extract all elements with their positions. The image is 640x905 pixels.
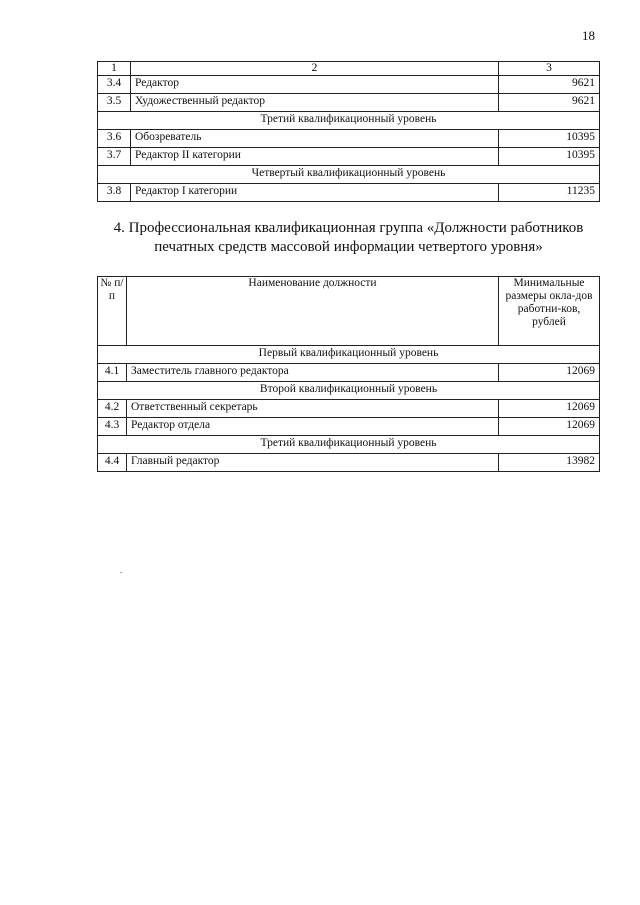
min-salary: 10395 (499, 130, 600, 148)
position-name: Редактор отдела (127, 418, 499, 436)
position-name: Ответственный секретарь (127, 400, 499, 418)
min-salary: 13982 (499, 454, 600, 472)
row-number: 3.4 (98, 76, 131, 94)
qualification-level-label: Второй квалификационный уровень (98, 382, 600, 400)
column-number-1: 1 (98, 62, 131, 76)
column-number-2: 2 (131, 62, 499, 76)
row-number: 4.4 (98, 454, 127, 472)
row-number: 4.2 (98, 400, 127, 418)
row-number: 3.6 (98, 130, 131, 148)
qualification-level-label: Первый квалификационный уровень (98, 346, 600, 364)
row-number: 3.8 (98, 184, 131, 202)
position-name: Редактор (131, 76, 499, 94)
section-heading: 4. Профессиональная квалификационная группа «Должности работников печатных средств массовой информации четвертого уровня» (113, 220, 584, 255)
position-name: Обозреватель (131, 130, 499, 148)
position-name: Главный редактор (127, 454, 499, 472)
table-row (98, 454, 600, 472)
qualification-level-label: Третий квалификационный уровень (98, 112, 600, 130)
table-header-row (98, 277, 600, 346)
position-name: Заместитель главного редактора (127, 364, 499, 382)
qualification-level-label: Третий квалификационный уровень (98, 436, 600, 454)
qualification-level-row (98, 382, 600, 400)
header-min-salary: Минимальные размеры окла-дов работни-ков, рублей (499, 277, 600, 346)
row-number: 4.1 (98, 364, 127, 382)
min-salary: 9621 (499, 76, 600, 94)
row-number: 3.5 (98, 94, 131, 112)
position-name: Художественный редактор (131, 94, 499, 112)
table-row (98, 418, 600, 436)
min-salary: 12069 (499, 400, 600, 418)
row-number: 3.7 (98, 148, 131, 166)
qualification-level-row (98, 112, 600, 130)
table-row (98, 364, 600, 382)
table-row (98, 148, 600, 166)
position-name: Редактор I категории (131, 184, 499, 202)
qualification-level-row (98, 436, 600, 454)
min-salary: 9621 (499, 94, 600, 112)
min-salary: 12069 (499, 418, 600, 436)
scan-speck (120, 572, 122, 573)
salary-table-continued (97, 61, 600, 202)
header-position-name: Наименование должности (127, 277, 499, 346)
table-row (98, 184, 600, 202)
min-salary: 11235 (499, 184, 600, 202)
qualification-level-row (98, 346, 600, 364)
column-numbers-row (98, 62, 600, 76)
table-row (98, 94, 600, 112)
row-number: 4.3 (98, 418, 127, 436)
qualification-level-label: Четвертый квалификационный уровень (98, 166, 600, 184)
header-number: № п/п (98, 277, 127, 346)
qualification-level-row (98, 166, 600, 184)
position-name: Редактор II категории (131, 148, 499, 166)
min-salary: 10395 (499, 148, 600, 166)
min-salary: 12069 (499, 364, 600, 382)
page-number: 18 (582, 28, 595, 43)
table-row (98, 76, 600, 94)
table-row (98, 130, 600, 148)
table-row (98, 400, 600, 418)
column-number-3: 3 (499, 62, 600, 76)
salary-table-group-4 (97, 276, 600, 472)
